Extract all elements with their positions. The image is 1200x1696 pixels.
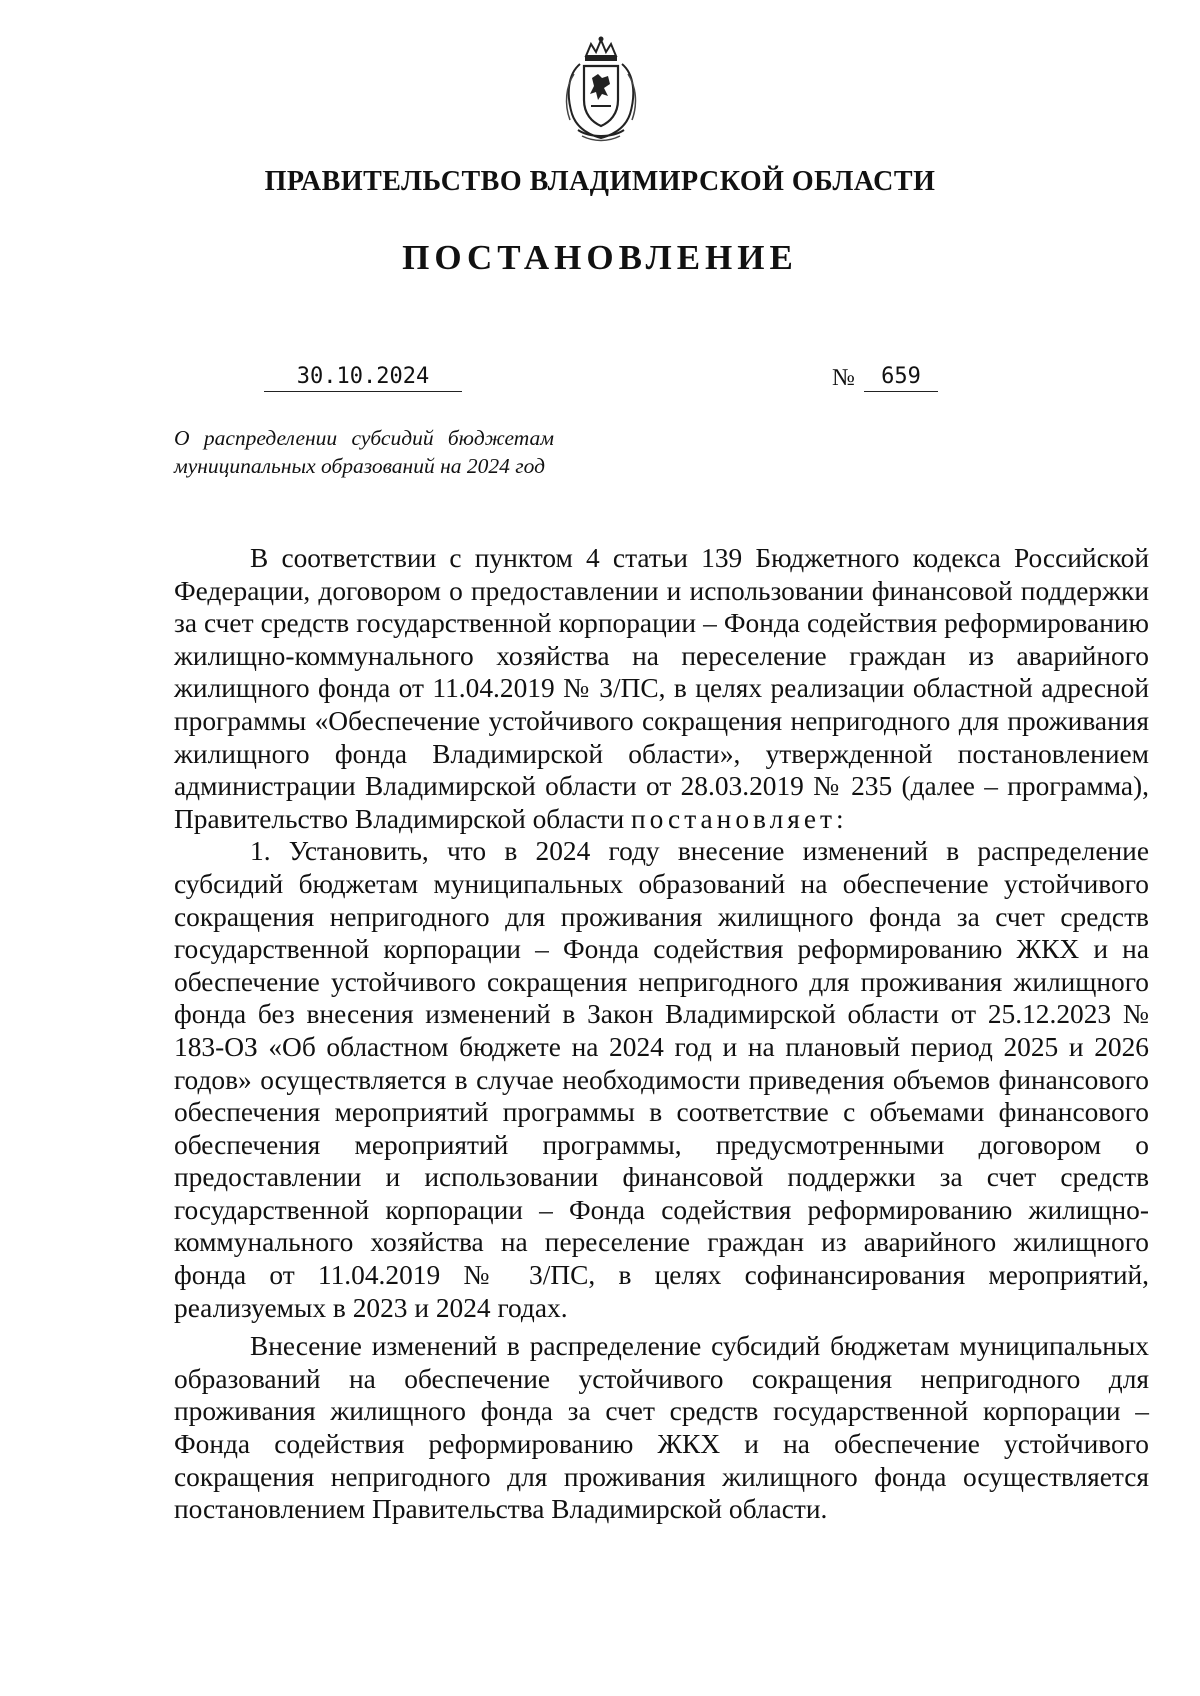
resolution-verb: постановляет: [631,803,848,834]
organization-title: ПРАВИТЕЛЬСТВО ВЛАДИМИРСКОЙ ОБЛАСТИ [264,166,936,197]
paragraph-item-1-continued: Внесение изменений в распределение субсидий бюджетам муниципальных образований на обеспечение устойчивого сокращения непригодного для проживания жилищного фонда за счет средств государственной корпорации – Фонда содействия реформированию ЖКХ и на обеспечение устойчивого сокращения непригодного для проживания жилищного фонда осуществляется постановлением Правительства Владимирской области. [174,1331,1149,1525]
document-number: 659 [864,363,938,392]
coat-of-arms-icon [558,34,644,144]
preamble-text: В соответствии с пунктом 4 статьи 139 Бюджетного кодекса Российской Федерации, договором о предоставлении и использовании финансовой поддержки за счет средств государственной корпорации – Фонда содействия реформированию жилищно-коммунального хозяйства на переселение граждан из аварийного жилищного фонда от 11.04.2019 № 3/ПС, в целях реализации областной адресной программы «Обеспечение устойчивого сокращения непригодного для проживания жилищного фонда Владимирской области», утвержденной постановлением администрации Владимирской области от 28.03.2019 № 235 (далее – программа), Правительство Владимирской области [174,543,1149,834]
document-subject: О распределении субсидий бюджетам муниципальных образований на 2024 год [174,426,554,478]
document-body [174,542,1149,1526]
document-date: 30.10.2024 [264,363,462,392]
paragraph-preamble [174,542,1149,835]
paragraph-item-1: 1. Установить, что в 2024 году внесение изменений в распределение субсидий бюджетам муниципальных образований на обеспечение устойчивого сокращения непригодного для проживания жилищного фонда за счет средств государственной корпорации – Фонда содействия реформированию ЖКХ и на обеспечение устойчивого сокращения непригодного для проживания жилищного фонда без внесения изменений в Закон Владимирской области от 25.12.2023 № 183-ОЗ «Об областном бюджете на 2024 год и на плановый период 2025 и 2026 годов» осуществляется в случае необходимости приведения объемов финансового обеспечения мероприятий программы в соответствие с объемами финансового обеспечения мероприятий программы, предусмотренными договором о предоставлении и использовании финансовой поддержки за счет средств государственной корпорации – Фонда содействия реформированию жилищно-коммунального хозяйства на переселение граждан из аварийного жилищного фонда от 11.04.2019 № 3/ПС, в целях софинансирования мероприятий, реализуемых в 2023 и 2024 годах. [174,836,1149,1323]
document-type: ПОСТАНОВЛЕНИЕ [402,238,798,277]
number-sign: № [832,365,855,391]
